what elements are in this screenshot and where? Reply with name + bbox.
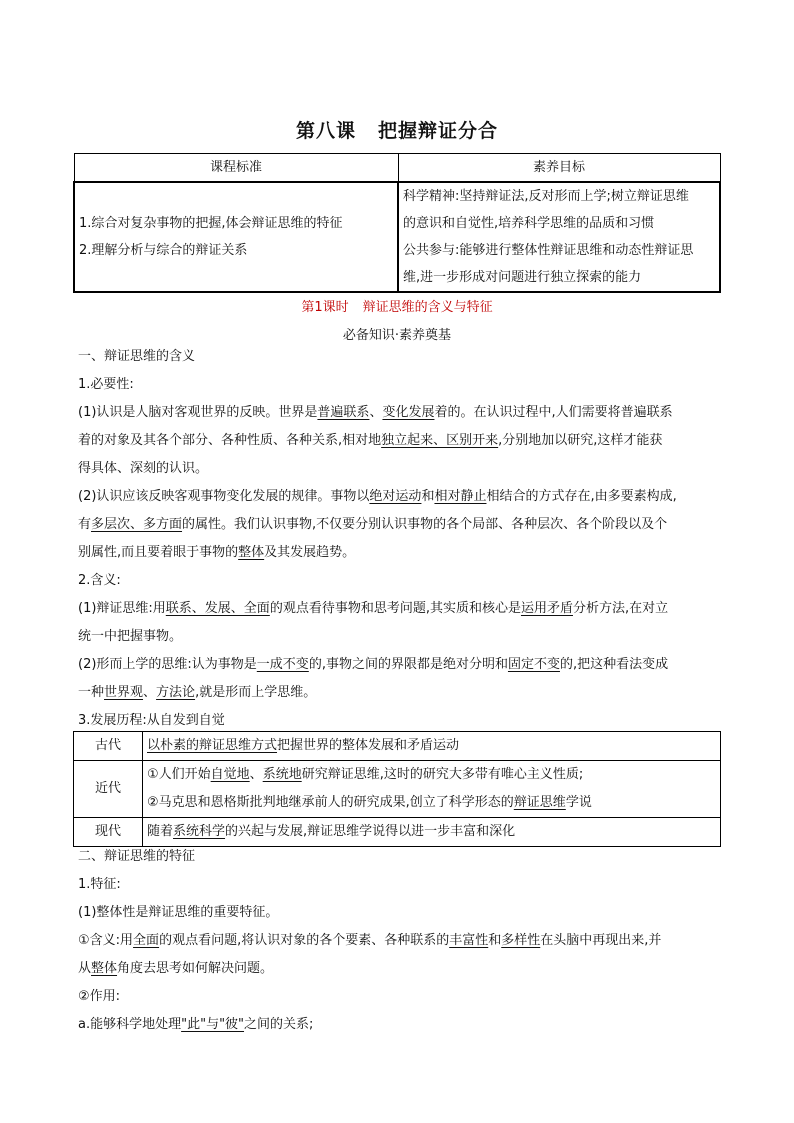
title-main: 第八课 (295, 120, 356, 142)
lesson-name: 辩证思维的含义与特征 (362, 300, 493, 315)
page-title (0, 116, 794, 143)
goal-line: 的意识和自觉性,培养科学思维的品质和习惯 (403, 216, 655, 231)
goal-line: 科学精神:坚持辩证法,反对形而上学;树立辩证思维 (403, 189, 689, 204)
paragraph-metaphysical: (2)形而上学的思维:认为事物是一成不变的,事物之间的界限都是绝对分明和固定不变的,把这种看法变成 一种世界观、方法论,就是形而上学思维。 (78, 657, 669, 700)
standards-left-cell (74, 182, 398, 292)
knowledge-title: 必备知识·素养奠基 (342, 328, 452, 343)
current-text: 随着系统科学的兴起与发展,辩证思维学说得以进一步丰富和深化 (143, 818, 721, 847)
table-row (74, 761, 721, 818)
paragraph-wholeness: (1)整体性是辩证思维的重要特征。 (78, 905, 279, 920)
era-current: 现代 (74, 818, 143, 847)
paragraph-necessity-1: (1)认识是人脑对客观世界的反映。世界是普遍联系、变化发展着的。在认识过程中,人们需要将普遍联系 着的对象及其各个部分、各种性质、各种关系,相对地独立起来、区别开来,分别地加以研究,这样才能获 得具体、深刻的认识。 (78, 405, 673, 476)
subheading-features: 1.特征: (78, 877, 121, 892)
standard-item: 1.综合对复杂事物的把握,体会辩证思维的特征 (79, 216, 343, 231)
subheading-necessity: 1.必要性: (78, 377, 134, 392)
paragraph-dialectical: (1)辩证思维:用联系、发展、全面的观点看待事物和思考问题,其实质和核心是运用矛盾分析方法,在对立 统一中把握事物。 (78, 601, 669, 644)
goal-line: 维,进一步形成对问题进行独立探索的能力 (403, 270, 642, 285)
ancient-text: 以朴素的辩证思维方式把握世界的整体发展和矛盾运动 (143, 732, 721, 761)
standards-table (73, 153, 721, 293)
lesson-title (0, 296, 794, 315)
subheading-history: 3.发展历程:从自发到自觉 (78, 713, 225, 728)
paragraph-wholeness-meaning: ①含义:用全面的观点看问题,将认识对象的各个要素、各种联系的丰富性和多样性在头脑中再现出来,并 从整体角度去思考如何解决问题。 (78, 933, 662, 976)
subheading-meaning: 2.含义: (78, 573, 121, 588)
paragraph-necessity-2: (2)认识应该反映客观事物变化发展的规律。事物以绝对运动和相对静止相结合的方式存在,由多要素构成, 有多层次、多方面的属性。我们认识事物,不仅要分别认识事物的各个局部、各种层次、各个阶段以及个 别属性,而且要着眼于事物的整体及其发展趋势。 (78, 489, 677, 560)
era-modern: 近代 (74, 761, 143, 818)
standard-item: 2.理解分析与综合的辩证关系 (79, 243, 248, 258)
table-row (74, 732, 721, 761)
standards-right-cell (398, 182, 720, 292)
goal-line: 公共参与:能够进行整体性辩证思维和动态性辩证思 (403, 243, 694, 258)
paragraph-function: ②作用: (78, 989, 121, 1004)
era-ancient: 古代 (74, 732, 143, 761)
standards-header-right: 素养目标 (398, 154, 720, 183)
section-two (78, 843, 722, 1039)
lesson-number: 第1课时 (301, 300, 349, 315)
standards-header-left: 课程标准 (74, 154, 398, 183)
section-one (78, 343, 722, 735)
modern-text: ①人们开始自觉地、系统地研究辩证思维,这时的研究大多带有唯心主义性质; ②马克思和恩格斯批判地继承前人的研究成果,创立了科学形态的辩证思维学说 (143, 761, 721, 818)
section-heading: 一、辩证思维的含义 (78, 349, 196, 364)
section-heading: 二、辩证思维的特征 (78, 849, 196, 864)
paragraph-function-a: a.能够科学地处理"此"与"彼"之间的关系; (78, 1017, 314, 1032)
title-sub: 把握辩证分合 (378, 120, 499, 142)
history-table (73, 731, 721, 847)
